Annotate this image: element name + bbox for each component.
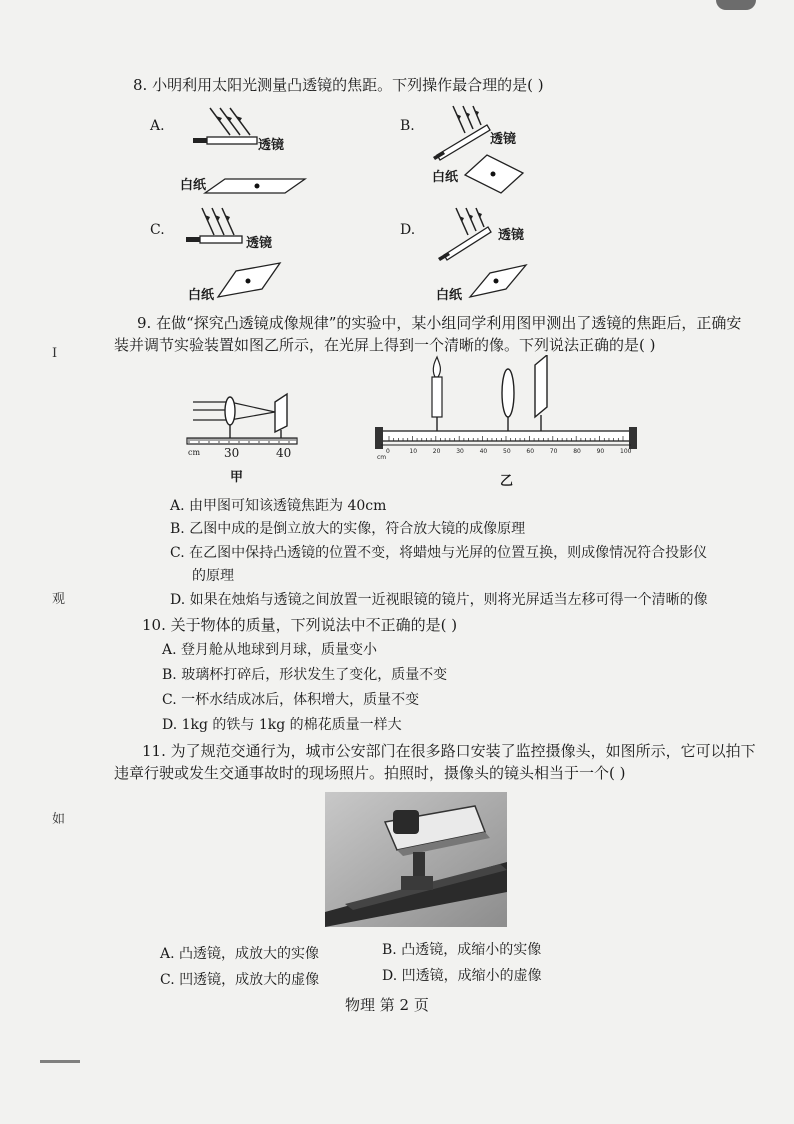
bench-tick-label: 90 (596, 448, 605, 455)
ruler-tick-label: 40 (276, 446, 292, 460)
q9-option-c: C. 在乙图中保持凸透镜的位置不变，将蜡烛与光屏的位置互换，则成像情况符合投影仪 (170, 545, 708, 561)
q8-option-a-label: A. (150, 118, 165, 134)
page-footer: 物理 第 2 页 (345, 996, 429, 1014)
lens-label: 透镜 (498, 228, 525, 243)
bench-tick-label: 0 (386, 448, 390, 455)
scan-artifact (716, 0, 756, 10)
q11-option-c: C. 凹透镜，成放大的虚像 (160, 972, 320, 988)
bench-unit: cm (377, 454, 387, 461)
q10-option-b: B. 玻璃杯打碎后，形状发生了变化，质量不变 (162, 667, 448, 683)
margin-char: 观 (52, 592, 66, 607)
bench-tick-label: 100 (620, 448, 632, 455)
q9-option-a: A. 由甲图可知该透镜焦距为 40cm (170, 498, 387, 514)
margin-char: 如 (52, 812, 66, 827)
bench-tick-label: 40 (479, 448, 488, 455)
figure-jia-caption: 甲 (230, 470, 244, 485)
q9-stem-line1: 9. 在做“探究凸透镜成像规律”的实验中，某小组同学利用图甲测出了透镜的焦距后，正确安 (137, 314, 742, 332)
bench-tick-label: 60 (526, 448, 535, 455)
paper-label: 白纸 (188, 288, 215, 303)
q11-option-a: A. 凸透镜，成放大的实像 (160, 946, 320, 962)
q10-option-c: C. 一杯水结成冰后，体积增大，质量不变 (162, 692, 420, 708)
q9-option-d: D. 如果在烛焰与透镜之间放置一近视眼镜的镜片，则将光屏适当左移可得一个清晰的像 (170, 592, 708, 608)
lens-label: 透镜 (246, 236, 273, 251)
bench-tick-label: 30 (456, 448, 464, 455)
margin-char: Ⅰ (52, 346, 58, 361)
q8-option-b-label: B. (400, 118, 415, 134)
lens-label: 透镜 (490, 132, 517, 147)
q8-stem: 8. 小明利用太阳光测量凸透镜的焦距。下列操作最合理的是( ) (133, 76, 544, 94)
ruler-tick-label: 30 (224, 446, 240, 460)
scan-artifact (40, 1060, 80, 1063)
bench-tick-label: 70 (549, 448, 558, 455)
lens-label: 透镜 (258, 138, 285, 153)
q8-option-c-label: C. (150, 222, 165, 238)
bench-tick-label: 20 (432, 448, 441, 455)
q10-stem: 10. 关于物体的质量，下列说法中不正确的是( ) (142, 616, 458, 634)
q11-option-b: B. 凸透镜，成缩小的实像 (382, 942, 542, 958)
bench-tick-label: 10 (409, 448, 418, 455)
q10-option-d: D. 1kg 的铁与 1kg 的棉花质量一样大 (162, 717, 402, 733)
paper-label: 白纸 (180, 178, 207, 193)
q11-stem-line1: 11. 为了规范交通行为，城市公安部门在很多路口安装了监控摄像头，如图所示，它可以拍下 (142, 742, 756, 760)
bench-tick-label: 50 (503, 448, 511, 455)
q9-option-b: B. 乙图中成的是倒立放大的实像，符合放大镜的成像原理 (170, 521, 526, 537)
q8-option-d-label: D. (400, 222, 416, 238)
q9-option-c-cont: 的原理 (192, 568, 234, 584)
bench-tick-label: 80 (573, 448, 581, 455)
q9-stem-line2: 装并调节实验装置如图乙所示，在光屏上得到一个清晰的像。下列说法正确的是( ) (114, 336, 656, 354)
paper-label: 白纸 (436, 288, 463, 303)
paper-label: 白纸 (432, 170, 459, 185)
q10-option-a: A. 登月舱从地球到月球，质量变小 (162, 642, 378, 658)
figure-yi-caption: 乙 (500, 474, 514, 489)
q11-option-d: D. 凹透镜，成缩小的虚像 (382, 968, 542, 984)
surveillance-camera-photo (325, 792, 507, 927)
q11-stem-line2: 违章行驶或发生交通事故时的现场照片。拍照时，摄像头的镜头相当于一个( ) (114, 764, 626, 782)
figure-yi (375, 355, 637, 465)
ruler-unit-jia: cm (188, 448, 201, 457)
